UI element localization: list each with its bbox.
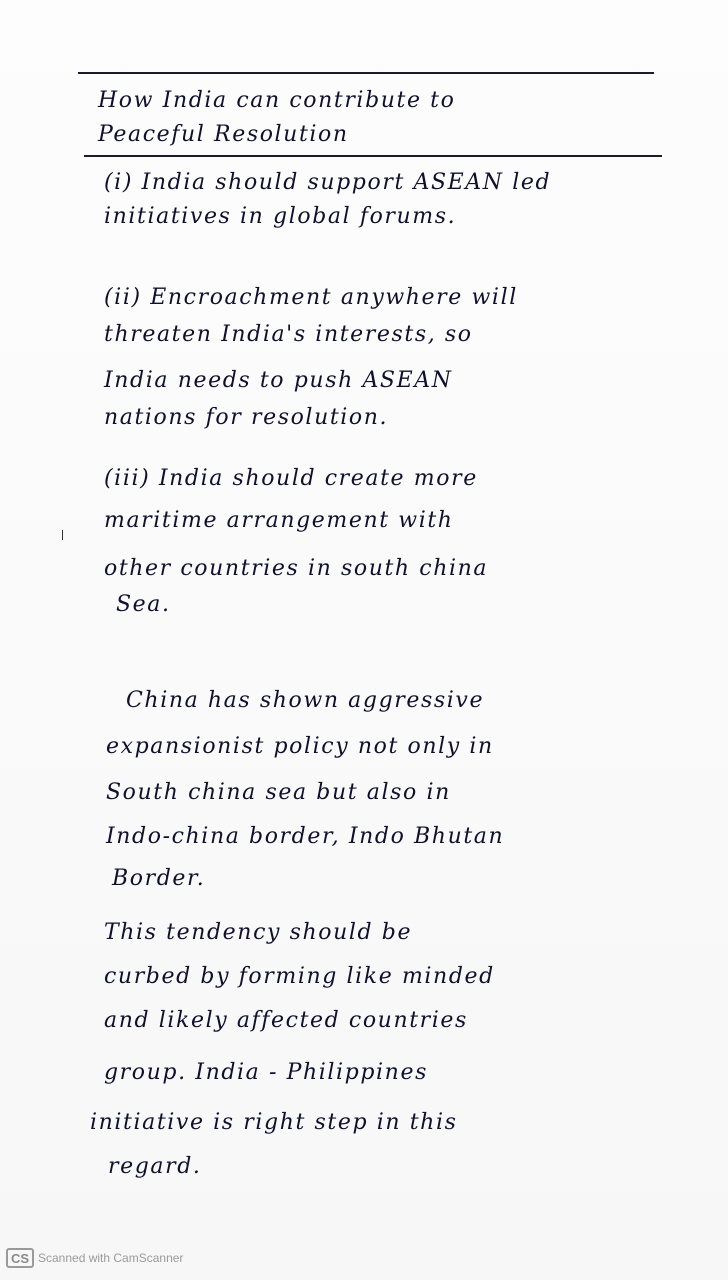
point-ii-line-2: threaten India's interests, so [104,322,473,347]
point-iii-line-3: other countries in south china [104,556,489,581]
point-iii-line-1: (iii) India should create more [104,466,478,491]
paragraph-1-line-1: China has shown aggressive [126,688,485,713]
paragraph-2-line-2: curbed by forming like minded [104,964,495,989]
margin-mark [62,530,63,540]
paragraph-1-line-5: Border. [112,866,206,891]
scanner-text: Scanned with CamScanner [38,1251,184,1265]
top-rule-line [78,72,654,74]
point-ii-line-3: India needs to push ASEAN [104,368,453,393]
point-ii-line-4: nations for resolution. [104,405,389,430]
heading-line-2: Peaceful Resolution [98,122,349,147]
point-i-line-2: initiatives in global forums. [104,204,457,229]
paragraph-1-line-2: expansionist policy not only in [106,734,494,759]
paragraph-2-line-5: initiative is right step in this [90,1110,458,1135]
heading-line-1: How India can contribute to [98,88,456,113]
paragraph-2-line-1: This tendency should be [104,920,413,945]
heading-underline [84,155,662,157]
point-i-line-1: (i) India should support ASEAN led [104,170,552,195]
paragraph-1-line-4: Indo-china border, Indo Bhutan [106,824,505,849]
paragraph-1-line-3: South china sea but also in [106,780,451,805]
scanner-watermark [6,1248,183,1268]
paragraph-2-line-4: group. India - Philippines [104,1060,428,1085]
point-iii-line-2: maritime arrangement with [104,508,454,533]
point-iii-line-4: Sea. [116,592,171,617]
paragraph-2-line-3: and likely affected countries [104,1008,468,1033]
paragraph-2-line-6: regard. [108,1154,202,1179]
point-ii-line-1: (ii) Encroachment anywhere will [104,285,518,310]
camscanner-logo-icon: CS [6,1248,34,1268]
